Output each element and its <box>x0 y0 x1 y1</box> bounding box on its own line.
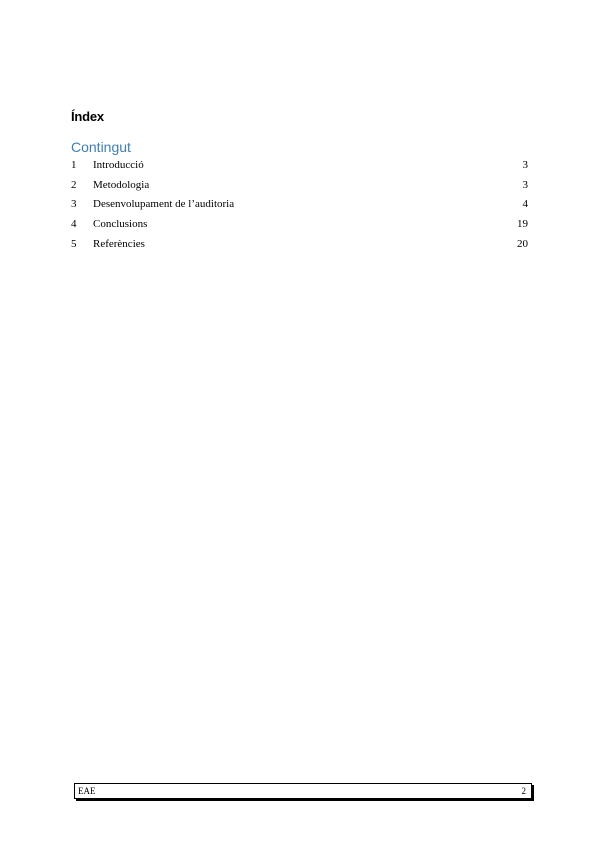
toc-entry-page: 3 <box>522 159 528 171</box>
footer-label: EAE <box>78 786 96 796</box>
toc-entry-page: 4 <box>522 198 528 211</box>
toc-heading: Contingut <box>71 139 131 155</box>
toc-entry-number: 2 <box>71 178 77 191</box>
toc-entry-title[interactable]: Conclusions <box>93 218 148 231</box>
toc-entry-title[interactable]: Metodologia <box>93 178 150 191</box>
toc-entry-number: 1 <box>71 159 77 171</box>
toc-entry-title[interactable]: Introducció <box>93 159 144 171</box>
toc-entry-number: 3 <box>71 198 77 211</box>
footer-page-number: 2 <box>521 786 526 796</box>
page-footer <box>74 783 532 799</box>
toc-entry[interactable] <box>71 217 528 237</box>
toc-entry-title[interactable]: Desenvolupament de l’auditoria <box>93 198 235 211</box>
toc-entry[interactable] <box>71 237 528 257</box>
toc-entry-page: 19 <box>517 218 528 231</box>
toc-entry-number: 4 <box>71 218 77 231</box>
index-heading: Índex <box>71 109 104 124</box>
toc-entry-title[interactable]: Referències <box>93 237 145 250</box>
toc-entry-page: 3 <box>522 178 528 191</box>
toc-entry[interactable] <box>71 178 528 198</box>
toc-entry[interactable] <box>71 197 528 217</box>
toc-list <box>71 158 528 256</box>
toc-entry-page: 20 <box>517 237 528 250</box>
toc-entry[interactable] <box>71 158 528 178</box>
toc-entry-number: 5 <box>71 237 77 250</box>
